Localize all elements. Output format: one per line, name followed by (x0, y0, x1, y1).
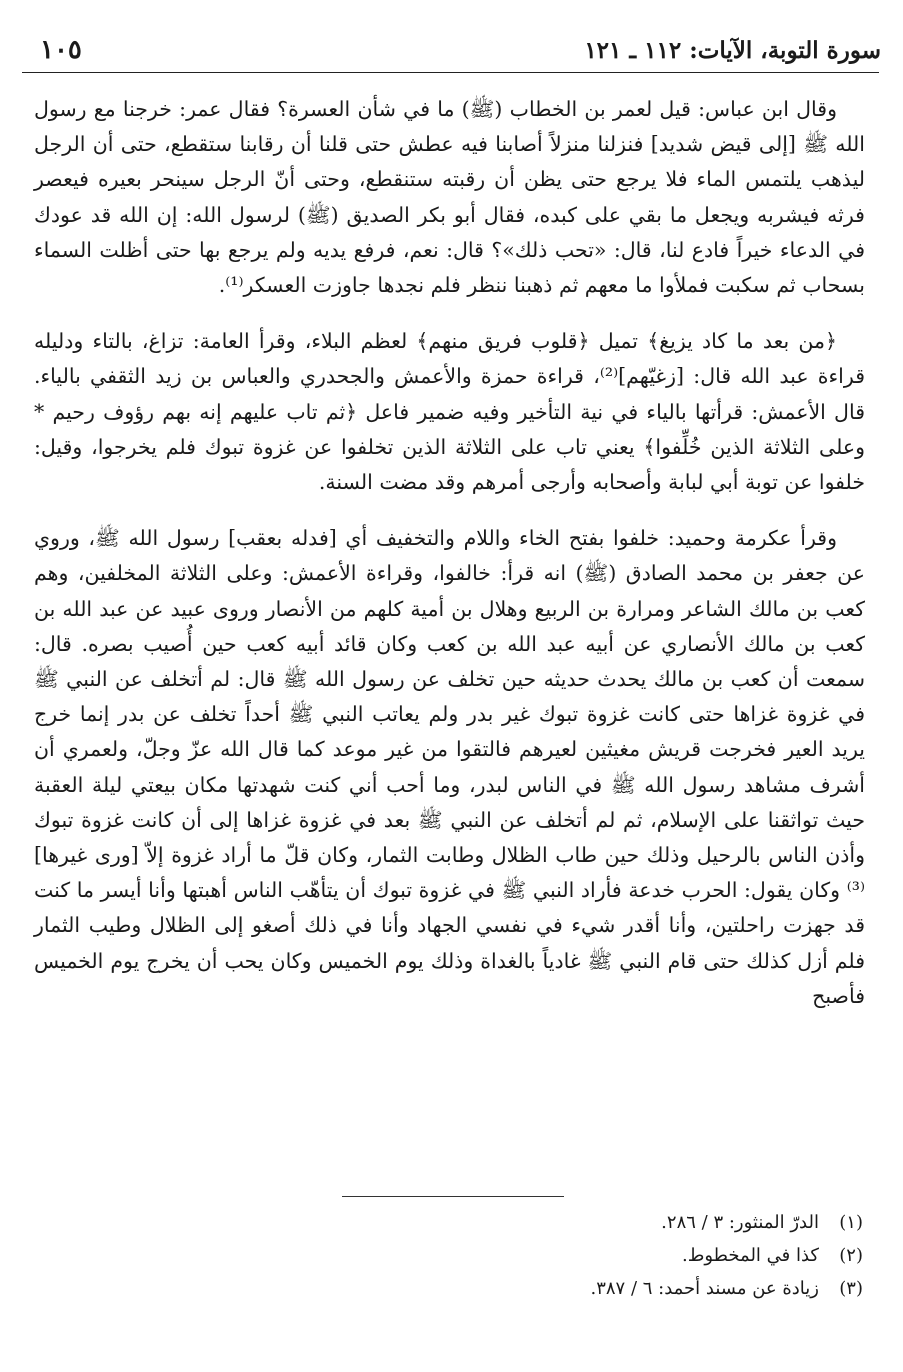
body-text (34, 92, 865, 1014)
paragraph-1: وقال ابن عباس: قيل لعمر بن الخطاب (ﷺ) ما في شأن العسرة؟ فقال عمر: خرجنا مع رسول الله ﷺ [إلى قيض شديد] فنزلنا منزلاً أصابنا فيه عطش حتى قلنا أن رقابنا ستقطع، حتى أن الرجل ليذهب يلتمس الماء فلا يرجع حتى يظن أن رقبته ستنقطع، وحتى أنّ الرجل سينحر بعيره فيعصر فرثه فيشربه ويجعل ما بقي على كبده، فقال أبو بكر الصديق (ﷺ) لرسول الله: إن الله قد عودك في الدعاء خيراً فادع لنا، قال: «تحب ذلك»؟ قال: نعم، فرفع يديه ولم يرجع بها حتى أظلت السماء بسحاب ثم سكبت فملأوا ما معهم ثم ذهبنا ننظر فلم نجدها جاوزت العسكر⁽¹⁾. (34, 97, 865, 298)
paragraph-3: وقرأ عكرمة وحميد: خلفوا بفتح الخاء واللام والتخفيف أي [فدله بعقب] رسول الله ﷺ، وروي عن جعفر بن محمد الصادق (ﷺ) انه قرأ: خالفوا، وقراءة الأعمش: وعلى الثلاثة المخلفين، وهم كعب بن مالك الشاعر ومرارة بن الربيع وهلال بن أمية كلهم من الأنصار وروى عبيد عن عبد الله بن كعب بن مالك الأنصاري عن أبيه عبد الله بن كعب وكان قائد أبيه كعب حين أُصيب بصره. قال: سمعت أن كعب بن مالك يحدث حديثه حين تخلف عن رسول الله ﷺ قال: لم أتخلف عن النبي ﷺ في غزوة غزاها حتى كانت غزوة تبوك غير بدر ولم يعاتب النبي ﷺ أحداً تخلف عن بدر إنما خرج يريد العير فخرجت قريش مغيثين لعيرهم فالتقوا من غير موعد كما قال الله عزّ وجلّ، ولعمري أن أشرف مشاهد رسول الله ﷺ في الناس لبدر، وما أحب أني كنت شهدتها مكان بيعتي ليلة العقبة حيث تواثقنا على الإسلام، ثم لم أتخلف عن النبي ﷺ بعد في غزوة غزاها إلى أن كانت غزوة تبوك وأذن الناس بالرحيل وذلك حين طاب الظلال وطابت الثمار، وكان قلّ ما أراد غزوة إلاّ [ورى غيرها]⁽³⁾ وكان يقول: الحرب خدعة فأراد النبي ﷺ في غزوة تبوك أن يتأهّب الناس أهبتها وأنا أيسر ما كنت قد جهزت راحلتين، وأنا أقدر شيء في نفسي الجهاد وأنا في ذلك أصغو إلى الظلال وطيب الثمار فلم أزل كذلك حتى قام النبي ﷺ غادياً بالغداة وذلك يوم الخميس وكان يحب أن يخرج يوم الخميس فأصبح (34, 526, 865, 1008)
page-number: ١٠٥ (40, 35, 82, 65)
page-header (22, 30, 881, 70)
header-divider (22, 72, 879, 73)
footnote-text: الدرّ المنثور: ٣ / ٢٨٦. (661, 1212, 819, 1233)
footnote-number: (١) (839, 1212, 863, 1233)
footnotes (280, 1206, 863, 1305)
footnote-2 (280, 1239, 863, 1272)
footnote-divider (342, 1196, 564, 1197)
footnote-text: كذا في المخطوط. (681, 1245, 819, 1266)
footnote-number: (٣) (839, 1278, 863, 1299)
paragraph-2: ﴿من بعد ما كاد يزيغ﴾ تميل ﴿قلوب فريق منهم﴾ لعظم البلاء، وقرأ العامة: تزاغ، بالتاء ودليله قراءة عبد الله قال: [زغيّهم]⁽²⁾، قراءة حمزة والأعمش والجحدري والعباس بن زيد الثقفي بالياء. قال الأعمش: قرأتها بالياء في نية التأخير وفيه ضمير فاعل ﴿ثم تاب عليهم إنه بهم رؤوف رحيم * وعلى الثلاثة الذين خُلِّفوا﴾ يعني تاب على الثلاثة الذين تخلفوا عن غزوة تبوك فلم يخرجوا، وقيل: خلفوا عن توبة أبي لبابة وأصحابه وأرجى أمرهم وقد مضت السنة. (34, 329, 865, 495)
footnote-3 (280, 1272, 863, 1305)
footnote-text: زيادة عن مسند أحمد: ٦ / ٣٨٧. (590, 1278, 819, 1299)
footnote-1 (280, 1206, 863, 1239)
running-title: سورة التوبة، الآيات: ١١٢ ـ ١٢١ (584, 36, 881, 64)
footnote-number: (٢) (839, 1245, 863, 1266)
